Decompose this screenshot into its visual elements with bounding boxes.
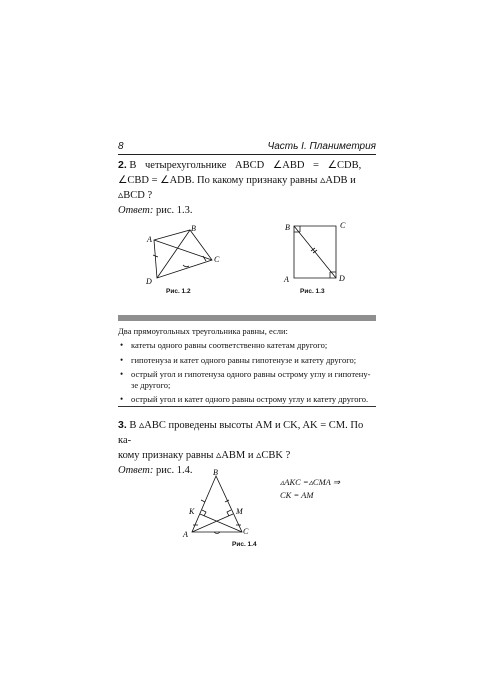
fig13-tick	[311, 248, 315, 251]
fig14-tick	[201, 500, 205, 502]
fig12-label-c: C	[214, 255, 220, 264]
right-triangle-criteria-box	[118, 315, 376, 407]
box-title: Два прямоугольных треугольника равны, если:	[118, 326, 288, 336]
problem-2-text-1: В четырехугольнике ABCD ∠ABD = ∠CDB,	[129, 160, 362, 171]
problem-2-number: 2.	[118, 159, 127, 171]
problem-2-line-1	[118, 158, 376, 173]
fig14-note-line-2: CK = AM	[280, 490, 314, 500]
criteria-item: • катеты одного равны соответственно катетам другого;	[118, 340, 376, 351]
criteria-list	[118, 340, 376, 409]
criteria-item	[118, 369, 376, 390]
part-title: Часть I. Планиметрия	[267, 141, 376, 152]
answer-label: Ответ:	[118, 465, 154, 476]
page-number: 8	[118, 141, 124, 152]
criteria-item: • острый угол и катет одного равны острому углу и катету другого.	[118, 394, 376, 405]
fig13-label-c: C	[340, 221, 346, 230]
box-top-bar	[118, 315, 376, 321]
fig14-label-b: B	[213, 468, 218, 477]
answer-text: рис. 1.4.	[153, 465, 193, 476]
fig12-label-d: D	[146, 277, 152, 286]
criteria-item: • гипотенуза и катет одного равны гипотенузе и катету другого;	[118, 355, 376, 366]
fig13-label-d: D	[339, 274, 345, 283]
problem-2	[118, 158, 376, 218]
figure-1-2	[140, 220, 230, 290]
fig14-note-line-1: ▵AKC =▵CMA ⇒	[280, 477, 340, 487]
problem-2-text-2: ∠CBD = ∠ADB. По какому признаку равны ▵ADB и ▵BCD ?	[118, 175, 356, 201]
fig13-label-a: A	[284, 275, 289, 284]
fig12-label-b: B	[191, 224, 196, 233]
fig14-label-k: K	[189, 507, 195, 516]
answer-label: Ответ:	[118, 205, 154, 216]
criteria-item-3-text: острый угол и гипотенуза одного равны острому углу и гипотену-	[131, 369, 371, 379]
fig14-label-m: M	[236, 507, 243, 516]
fig12-quadrilateral	[154, 230, 212, 278]
fig12-label-a: A	[147, 235, 152, 244]
fig12-caption: Рис. 1.2	[166, 288, 191, 295]
running-header	[118, 140, 376, 155]
box-bottom-rule	[118, 406, 376, 407]
problem-3-text-2: кому признаку равны ▵ABM и ▵CBK ?	[118, 450, 291, 461]
fig14-caption: Рис. 1.4	[232, 541, 257, 548]
fig13-caption: Рис. 1.3	[300, 288, 325, 295]
fig14-altitude-ck	[200, 514, 242, 532]
fig12-angle-arc	[183, 265, 189, 267]
fig13-label-b: B	[285, 223, 290, 232]
criteria-item-3-continued: зе другого;	[131, 379, 171, 390]
problem-3-text-1: В ▵ABC проведены высоты AM и CK, AK = CM. По ка-	[118, 420, 364, 446]
figure-1-3	[280, 218, 350, 288]
fig14-label-c: C	[243, 527, 249, 536]
figure-1-4	[178, 468, 258, 540]
fig12-diagonal-bd	[157, 230, 190, 278]
fig14-label-a: A	[183, 530, 188, 539]
problem-3-number: 3.	[118, 419, 127, 431]
answer-text: рис. 1.3.	[153, 205, 193, 216]
problem-3-line-1	[118, 418, 376, 448]
fig12-tick	[203, 256, 206, 261]
fig14-triangle	[192, 476, 242, 532]
problem-2-answer	[118, 203, 376, 218]
